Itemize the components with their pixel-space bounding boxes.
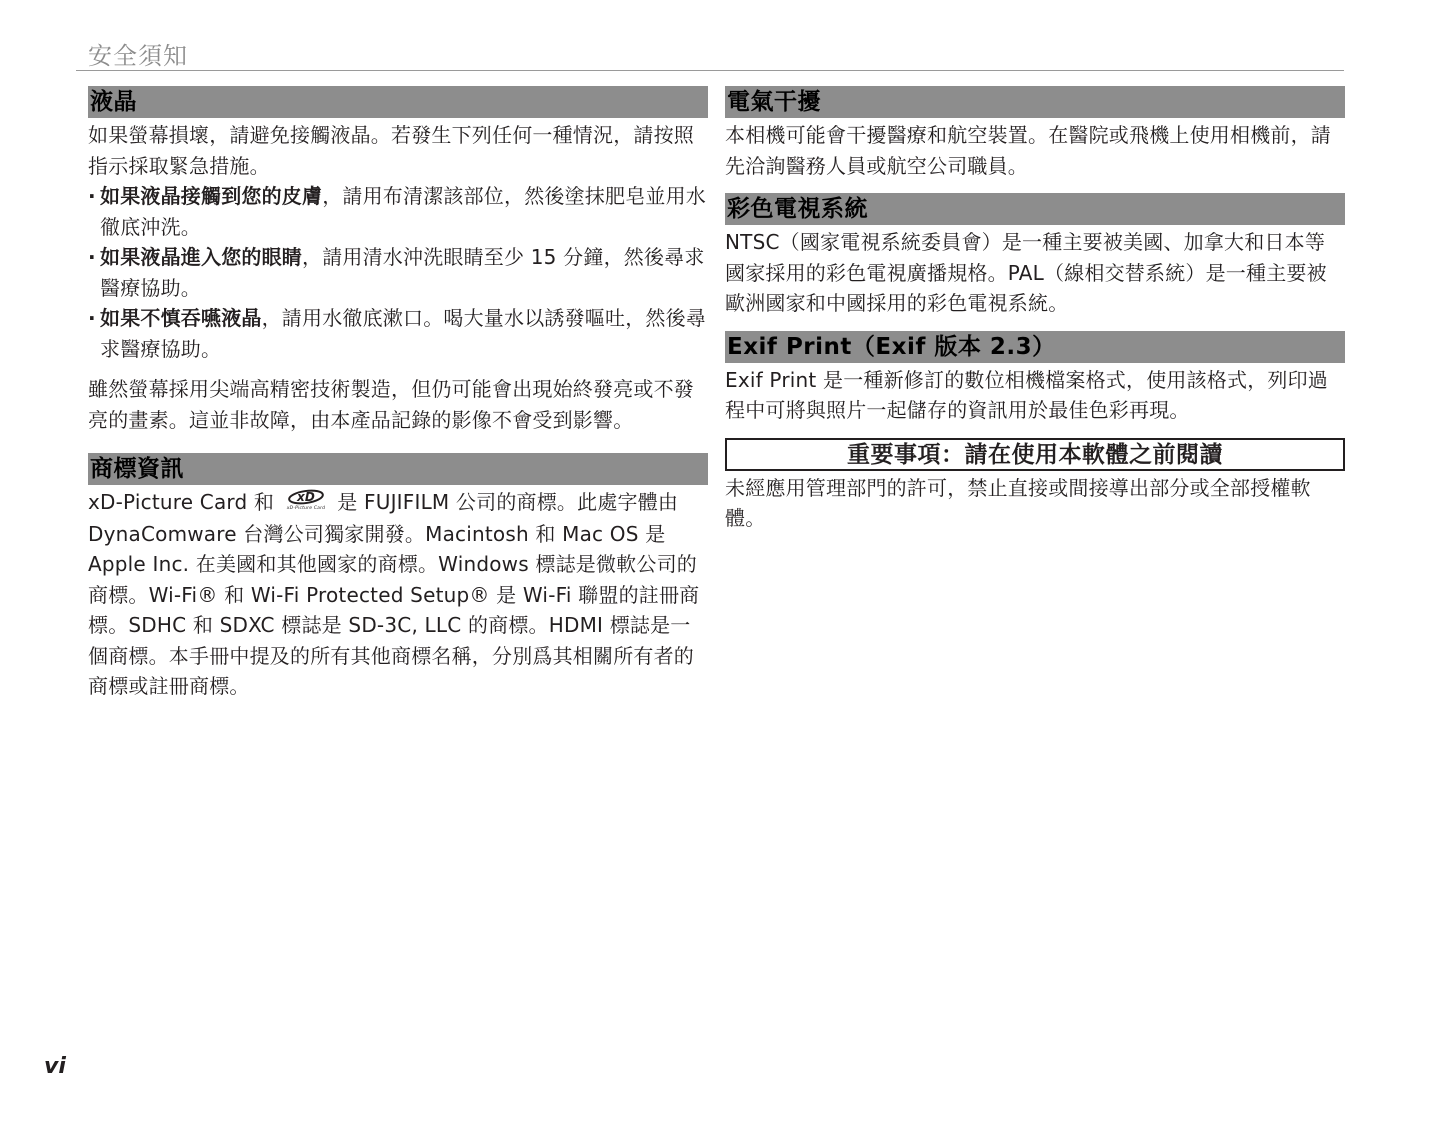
section-heading-color-tv: 彩色電視系統 <box>725 193 1345 225</box>
list-item: · 如果液晶進入您的眼睛，請用清水沖洗眼睛至少 15 分鐘，然後尋求醫療協助。 <box>88 245 705 300</box>
color-tv-text: NTSC（國家電視系統委員會）是一種主要被美國、加拿大和日本等國家採用的彩色電視廣播規格。PAL（線相交替系統）是一種主要被歐洲國家和中國採用的彩色電視系統。 <box>725 230 1327 315</box>
bullet-bold-text: 如果液晶接觸到您的皮膚 <box>100 184 323 208</box>
bullet-bold-text: 如果液晶進入您的眼睛 <box>100 245 302 269</box>
list-item: · 如果液晶接觸到您的皮膚，請用布清潔該部位，然後塗抹肥皂並用水徹底沖洗。 <box>88 184 707 239</box>
left-column <box>88 86 708 702</box>
page-header <box>76 34 1344 71</box>
trademark-text-start: xD-Picture Card 和 <box>88 490 275 514</box>
important-notice-heading: 重要事項：請在使用本軟體之前閱讀 <box>725 438 1345 471</box>
bullet-text: ，請用布清潔該部位，然後塗抹肥皂並用水徹底沖洗。 <box>100 184 707 239</box>
lcd-note: 雖然螢幕採用尖端高精密技術製造，但仍可能會出現始終發亮或不發亮的畫素。這並非故障，由本產品記錄的影像不會受到影響。 <box>88 377 694 432</box>
bullet-text: ，請用清水沖洗眼睛至少 15 分鐘，然後尋求醫療協助。 <box>100 245 705 300</box>
page-number: vi <box>44 1054 66 1079</box>
page-title: 安全須知 <box>88 42 188 70</box>
section-heading-lcd: 液晶 <box>88 86 708 118</box>
important-notice-text: 未經應用管理部門的許可，禁止直接或間接導出部分或全部授權軟體。 <box>725 475 1311 530</box>
svg-text:xD-Picture Card: xD-Picture Card <box>286 506 325 511</box>
lcd-intro: 如果螢幕損壞，請避免接觸液晶。若發生下列任何一種情況，請按照指示採取緊急措施。 <box>88 123 694 178</box>
trademark-text <box>88 487 708 702</box>
section-heading-trademark: 商標資訊 <box>88 453 708 485</box>
trademark-text-rest: 是 FUJIFILM 公司的商標。此處字體由 DynaComware 台灣公司獨家開發。Macintosh 和 Mac OS 是 Apple Inc. 在美國和其他國家的商標。Windows 標誌是微軟公司的商標。Wi-Fi® 和 Wi-Fi Protected Setup® 是 Wi-Fi 聯盟的註冊商標。SDHC 和 SDXC 標誌是 SD-3C, LLC 的商標。HDMI 標誌是一個商標。本手冊中提及的所有其他商標名稱，分別爲其相關所有者的商標或註冊商標。 <box>88 490 700 699</box>
bullet-text: ，請用水徹底漱口。喝大量水以誘發嘔吐，然後尋求醫療協助。 <box>100 306 707 361</box>
list-item: · 如果不慎吞嚥液晶，請用水徹底漱口。喝大量水以誘發嘔吐，然後尋求醫療協助。 <box>88 306 707 361</box>
exif-text: Exif Print 是一種新修訂的數位相機檔案格式，使用該格式，列印過程中可將與照片一起儲存的資訊用於最佳色彩再現。 <box>725 367 1328 422</box>
bullet-bold-text: 如果不慎吞嚥液晶 <box>100 306 262 330</box>
right-column <box>725 86 1345 534</box>
svg-text:xD: xD <box>296 490 315 505</box>
section-heading-interference: 電氣干擾 <box>725 86 1345 118</box>
xd-picture-card-logo <box>285 488 327 519</box>
interference-text: 本相機可能會干擾醫療和航空裝置。在醫院或飛機上使用相機前，請先洽詢醫務人員或航空公司職員。 <box>725 123 1331 178</box>
lcd-bullet-list <box>88 181 708 364</box>
section-heading-exif: Exif Print（Exif 版本 2.3） <box>725 331 1345 363</box>
